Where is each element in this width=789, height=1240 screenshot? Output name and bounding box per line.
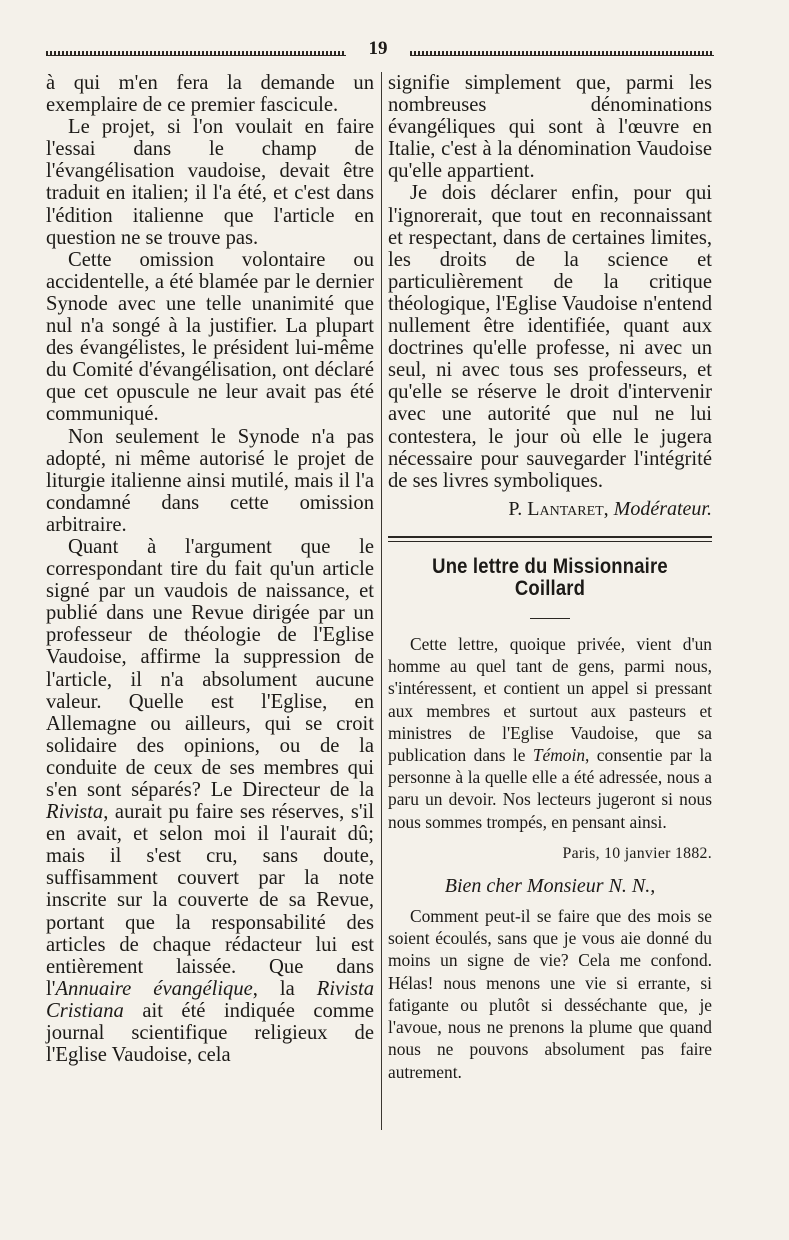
header-rule-left — [46, 51, 346, 56]
letter-intro — [388, 633, 712, 833]
signature-name: P. Lantaret, — [508, 497, 609, 520]
continuation-paragraph: signifie simplement que, parmi les nombreuses dénominations évangéliques qui sont à l'œuvre en Italie, c'est à la dénomination Vaudoise qu'elle appartient. — [388, 72, 712, 183]
letter-intro-part-a: Cette lettre, quoique privée, vient d'un homme au quel tant de gens, parmi nous, s'intéressent, et contient un appel si pressant aux membres et surtout aux pasteurs et ministres de l'Eglise Vaudoise, que sa publication dans le — [388, 634, 712, 766]
paragraph-1: à qui m'en fera la demande un exemplaire de ce premier fascicule. — [46, 72, 374, 117]
temoin-italic: Témoin — [532, 745, 586, 766]
letter-dateline: Paris, 10 janvier 1882. — [562, 844, 712, 862]
rivista-italic: Rivista — [46, 801, 104, 824]
title-dash — [530, 618, 570, 619]
section-divider — [388, 536, 712, 542]
closing-paragraph: Je dois déclarer enfin, pour qui l'ignorerait, que tout en reconnaissant et respectant, dans de certaines limites, les droits de la science et particulièrement de la critique théologique, l'Eglise Vaudoise n'entend nullement être identifiée, quant aux doctrines qu'elle professe, ni avec un seul, ni avec tous ses professeurs, et qu'elle se réserve le droit d'intervenir avec une autorité que nul ne lui contestera, le jour où elle le jugera nécessaire pour sauvegarder l'intégrité de ses livres symboliques. — [388, 182, 712, 492]
paragraph-5 — [46, 536, 374, 1066]
annuaire-italic: Annuaire évangélique — [55, 977, 253, 1000]
column-divider — [381, 72, 382, 1130]
signature-title: Modérateur. — [613, 497, 712, 520]
letter-body: Comment peut-il se faire que des mois se soient écoulés, sans que je vous aie donné du moins un signe de vie? Cela me confond. Hélas! nous menons une vie si errante, si fatigante ou plutôt si desséchante que, je l'avoue, nous ne prenons la plume que quand nous ne pouvons absolument pas faire autrement. — [388, 906, 712, 1082]
header-rule-right — [410, 51, 714, 56]
right-column — [388, 72, 712, 1083]
signature — [388, 498, 712, 520]
letter-salutation: Bien cher Monsieur N. N., — [444, 874, 656, 897]
left-column — [46, 72, 374, 1066]
paragraph-5-part-c: , aurait pu faire ses réserves, s'il en avait, et selon moi il l'aurait dû; mais il s'est cru, sans doute, suffisamment couvert par la note inscrite sur la couverte de sa Revue, portant que la responsabilité des articles de chaque rédacteur lui est entièrement laissée. Que dans l' — [46, 801, 374, 1000]
letter-intro-part-c: , consentie par la personne à la quelle elle a été adressée, nous a paru un devoir. Nos lecteurs jugeront si nous nous sommes trompés, en pensant ainsi. — [388, 745, 712, 832]
page-header — [46, 38, 714, 68]
paragraph-5-part-e: , la — [252, 977, 317, 1000]
page-number: 19 — [368, 38, 388, 59]
paragraph-5-part-a: Quant à l'argument que le correspondant tire du fait qu'un article signé par un vaudois de naissance, et publié dans une Revue dirigée par un professeur de théologie de l'Eglise Vaudoise, affirme la suppression de l'article, il n'a absolument aucune valeur. Quelle est l'Eglise, en Allemagne ou ailleurs, qui se croit solidaire des opinions, ou de la conduite de ceux de ses membres qui s'en sont séparés? Le Directeur de la — [46, 535, 374, 801]
paragraph-3: Cette omission volontaire ou accidentelle, a été blamée par le dernier Synode avec une telle unanimité que nul n'a songé à la justifier. La plupart des évangélistes, le président lui-même du Comité d'évangélisation, ont déclaré que cet opuscule ne leur avait pas été communiqué. — [46, 248, 374, 426]
paragraph-5-part-g: ait été indiquée comme journal scientifique religieux de l'Eglise Vaudoise, cela — [46, 999, 374, 1067]
rivista-cristiana-italic: Rivista Cristiana — [46, 977, 374, 1022]
paragraph-2: Le projet, si l'on voulait en faire l'essai dans le champ de l'évangélisation vaudoise, devait être traduit en italien; il l'a été, et c'est dans l'édition italienne que l'article en question ne se trouve pas. — [46, 116, 374, 249]
paragraph-4: Non seulement le Synode n'a pas adopté, ni même autorisé le projet de liturgie italienne ainsi mutilé, mais il l'a condamné dans cette omission arbitraire. — [46, 425, 374, 536]
section-title: Une lettre du Missionnaire Coillard — [432, 554, 668, 600]
